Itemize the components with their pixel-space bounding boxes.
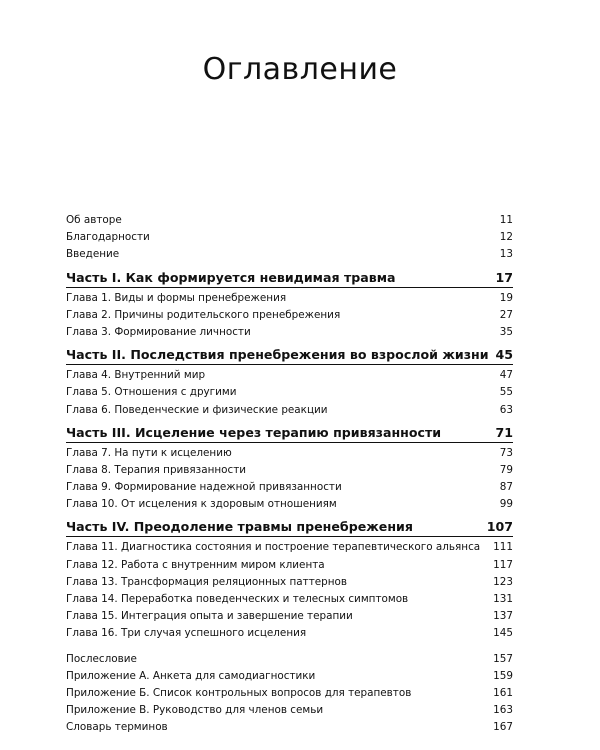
chapter-entry-page-number: 73 [499,446,513,459]
toc-entry-page-number: 11 [499,214,513,226]
toc-entry-label: Благодарности [66,231,150,244]
chapter-entry-label: Глава 16. Три случая успешного исцеления [66,627,307,640]
chapter-entry [66,384,513,401]
chapter-entry-label: Глава 11. Диагностика состояния и построение терапевтического альянса [66,541,481,554]
chapter-entry-page-number: 87 [499,481,513,494]
chapter-entry [66,539,513,556]
chapter-entry [66,479,513,496]
toc-entry-page-number: 157 [493,652,513,665]
chapter-entry-label: Глава 1. Виды и формы пренебрежения [66,291,287,304]
part-heading-label: Часть I. Как формируется невидимая травма [66,269,396,285]
chapter-entry-label: Глава 8. Терапия привязанности [66,463,247,476]
chapter-entry-label: Глава 15. Интеграция опыта и завершение терапии [66,610,353,623]
chapter-entry-page-number: 117 [493,558,513,571]
chapter-entry-label: Глава 9. Формирование надежной привязанности [66,481,342,494]
chapter-entry-page-number: 27 [499,308,513,321]
toc-entry-page-number: 161 [493,686,513,699]
chapter-entry-page-number: 47 [499,369,513,382]
toc-entry [66,702,513,719]
part-heading-page-number: 45 [495,347,513,363]
chapter-entry [66,290,513,307]
toc-entry-page-number: 159 [493,669,513,682]
chapter-entry-page-number: 131 [493,593,513,605]
part-heading-page-number: 71 [495,424,513,440]
chapter-entry-page-number: 145 [493,627,513,640]
toc-entry [66,668,513,685]
chapter-entry [66,625,513,642]
chapter-entry [66,496,513,513]
toc-entry [66,246,513,263]
toc-entry [66,685,513,702]
chapter-entry [66,574,513,591]
toc-entry [66,719,513,736]
part-heading-page-number: 17 [495,269,513,285]
toc-entry-label: Приложение А. Анкета для самодиагностики [66,669,316,682]
chapter-entry-page-number: 99 [499,498,513,511]
chapter-entry [66,557,513,574]
chapter-entry-page-number: 19 [499,291,513,304]
toc-entry [66,212,513,229]
toc-entry-label: Приложение В. Руководство для членов семьи [66,704,324,717]
part-heading-label: Часть IV. Преодоление травмы пренебрежения [66,519,413,535]
chapter-entry [66,324,513,341]
part-heading-label: Часть III. Исцеление через терапию привязанности [66,424,442,440]
toc-entry [66,651,513,668]
part-heading-page-number: 107 [486,519,513,535]
toc-entry-label: Об авторе [66,214,122,226]
chapter-entry [66,608,513,625]
chapter-entry-page-number: 63 [499,403,513,416]
part-heading [66,518,513,537]
chapter-entry-label: Глава 7. На пути к исцелению [66,446,232,459]
chapter-entry-page-number: 55 [499,386,513,399]
chapter-entry-label: Глава 12. Работа с внутренним миром клиента [66,558,325,571]
toc-entry-label: Введение [66,248,120,261]
chapter-entry-label: Глава 10. От исцеления к здоровым отношениям [66,498,337,511]
chapter-entry [66,445,513,462]
chapter-entry [66,307,513,324]
chapter-entry-label: Глава 13. Трансформация реляционных паттернов [66,575,348,588]
chapter-entry-label: Глава 5. Отношения с другими [66,386,237,399]
toc-entry [66,229,513,246]
toc-entry-page-number: 163 [493,704,513,717]
chapter-entry-page-number: 111 [493,541,513,554]
chapter-entry [66,591,513,608]
part-heading [66,346,513,365]
chapter-entry [66,367,513,384]
toc-entry-page-number: 13 [499,248,513,261]
chapter-entry-label: Глава 14. Переработка поведенческих и телесных симптомов [66,593,409,605]
chapter-entry-label: Глава 6. Поведенческие и физические реакции [66,403,328,416]
part-heading-label: Часть II. Последствия пренебрежения во взрослой жизни [66,347,489,363]
toc-entry-label: Словарь терминов [66,721,168,734]
toc-entry-label: Послесловие [66,652,137,665]
chapter-entry [66,462,513,479]
chapter-entry-page-number: 79 [499,463,513,476]
chapter-entry-label: Глава 3. Формирование личности [66,325,251,338]
chapter-entry [66,402,513,419]
chapter-entry-page-number: 35 [499,325,513,338]
part-heading [66,424,513,443]
toc-entry-page-number: 167 [493,721,513,734]
chapter-entry-page-number: 123 [493,575,513,588]
toc-list [66,212,513,737]
chapter-entry-label: Глава 2. Причины родительского пренебрежения [66,308,341,321]
chapter-entry-page-number: 137 [493,610,513,623]
toc-entry-page-number: 12 [499,231,513,244]
toc-entry-label: Приложение Б. Список контрольных вопросов для терапевтов [66,686,412,699]
part-heading [66,269,513,288]
page-title: Оглавление [202,52,398,87]
chapter-entry-label: Глава 4. Внутренний мир [66,369,206,382]
